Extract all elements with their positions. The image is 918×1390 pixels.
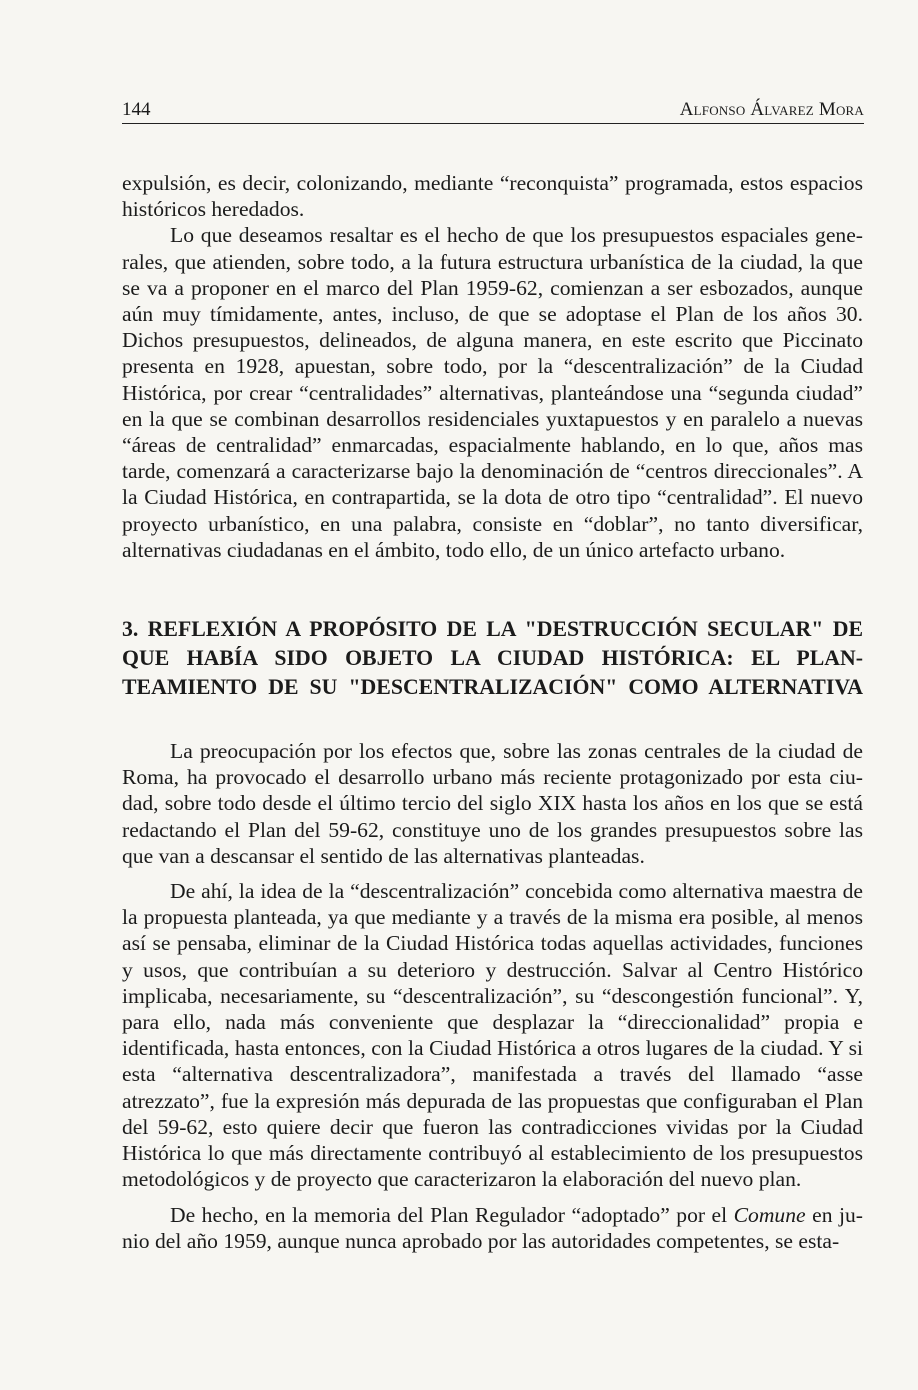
italic-term: Comune bbox=[733, 1202, 806, 1227]
paragraph bbox=[122, 1202, 863, 1254]
section-spacer bbox=[122, 702, 863, 738]
paragraph: La preocupación por los efectos que, sobre las zonas centrales de la ciudad de Roma, ha provocado el desarrollo urbano más reciente protagonizado por esta ciudad, sobre todo desde el último tercio del siglo XIX hasta los años en los que se está redactando el Plan del 59-62, constituye uno de los grandes presupuestos sobre las que van a descansar el sentido de las alternativas planteadas. bbox=[122, 739, 863, 868]
paragraph-continuation: expulsión, es decir, colonizando, mediante “reconquista” programada, estos espacios históricos heredados. bbox=[122, 171, 863, 222]
body-text bbox=[122, 170, 863, 1254]
section-heading bbox=[122, 615, 863, 702]
page-number: 144 bbox=[122, 99, 151, 120]
paragraph: De ahí, la idea de la “descentralización” concebida como alternativa maestra de la propuesta planteada, ya que mediante y a través de la misma era posible, al menos así se pensaba, eliminar de la Ciudad Histórica todas aquellas actividades, funciones y usos, que contribuían a su deterioro y destrucción. Salvar al Centro Histórico implicaba, necesariamente, su “descentralización”, su “descongestión funcional”. Y, para ello, nada más conveniente que desplazar la “direccionalidad” propia e identificada, hasta entonces, con la Ciudad Histórica a otros lugares de la ciudad. Y si esta “alternativa descentralizadora”, manifestada a través del llamado “asse atrezzato”, fue la expresión más depurada de las propuestas que configuraban el Plan del 59-62, esto quiere decir que fueron las contradicciones vividas por la Ciudad Histórica lo que más directamente contribuyó al establecimiento de los presupuestos metodológicos y de proyecto que caracterizaron la elaboración del nuevo plan. bbox=[122, 879, 863, 1192]
paragraph-text: De hecho, en la memoria del Plan Regulador “adoptado” por el bbox=[170, 1202, 734, 1227]
paragraph-text: en junio del año 1959, aunque nunca aprobado por las autoridades competentes, se esta- bbox=[122, 1202, 863, 1253]
running-header bbox=[122, 99, 864, 124]
section-heading-text-end: "DESCENTRALIZACIÓN" COMO ALTERNATIVA bbox=[348, 675, 863, 700]
section-heading-text: 3. REFLEXIÓN A PROPÓSITO DE LA "DESTRUCCIÓN SECULAR" DE QUE HABÍA SIDO OBJETO LA CIUDAD HISTÓRICA: EL PLANTEAMIENTO DE SU bbox=[122, 617, 863, 700]
running-header-author: Alfonso Álvarez Mora bbox=[679, 99, 864, 120]
paragraph: Lo que deseamos resaltar es el hecho de que los presupuestos espaciales generales, que atienden, sobre todo, a la futura estructura urbanística de la ciudad, la que se va a proponer en el marco del Plan 1959-62, comienzan a ser esbozados, aunque aún muy tímidamente, antes, incluso, de que se adoptase el Plan de los años 30. Dichos presupuestos, delineados, de alguna manera, en este escrito que Piccinato presenta en 1928, apuestan, sobre todo, por la “descentralización” de la Ciudad Histórica, por crear “centralidades” alternativas, planteándose una “segunda ciudad” en la que se combinan desarrollos residenciales yuxtapuestos y en paralelo a nuevas “áreas de centralidad” enmarcadas, espacialmente hablando, en lo que, años mas tarde, comenzará a caracterizarse bajo la denominación de “centros direccionales”. A la Ciudad Histórica, en contrapartida, se la dota de otro tipo “centralidad”. El nuevo proyecto urbanístico, en una palabra, consiste en “doblar”, no tanto diversificar, alternativas ciudadanas en el ámbito, todo ello, de un único artefacto urbano. bbox=[122, 223, 863, 562]
